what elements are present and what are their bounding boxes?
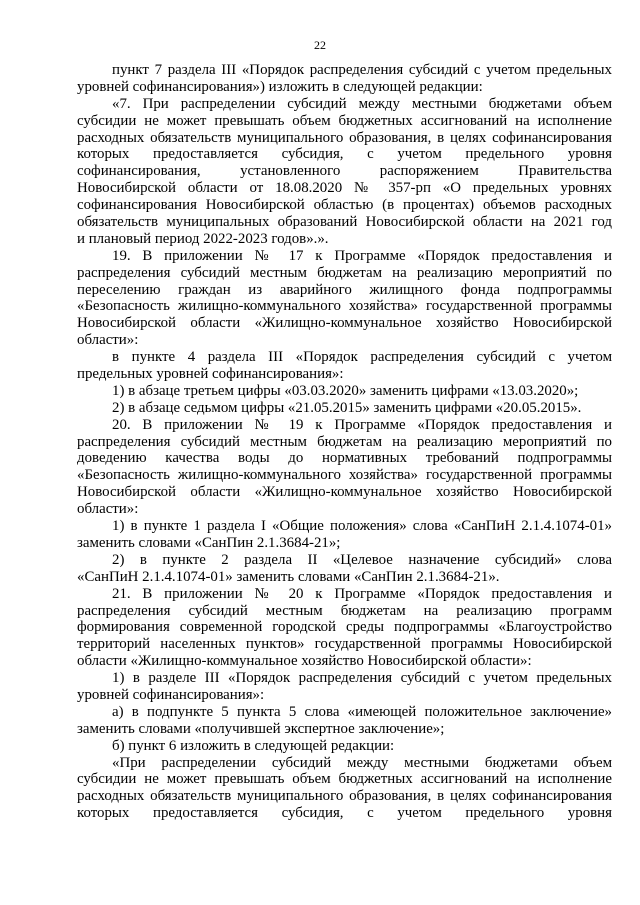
text-line: и плановый период 2022-2023 годов».». bbox=[77, 230, 329, 247]
text-line: 21. В приложении № 20 к Программе «Порядок предоставления и bbox=[112, 585, 612, 602]
text-line: 20. В приложении № 19 к Программе «Порядок предоставления и bbox=[112, 416, 612, 433]
text-line: обязательств муниципальных образований Новосибирской области на 2021 год bbox=[77, 214, 612, 231]
text-line: формирования современной городской среды подпрограммы «Благоустройство bbox=[77, 619, 612, 636]
text-line: области»: bbox=[77, 501, 139, 518]
text-line: софинансирования, установленного распоряжением Правительства bbox=[77, 163, 612, 180]
text-line: в пункте 4 раздела III «Порядок распределения субсидий с учетом bbox=[112, 349, 612, 366]
text-line: 1) в абзаце третьем цифры «03.03.2020» заменить цифрами «13.03.2020»; bbox=[112, 382, 579, 399]
text-line: Новосибирской области от 18.08.2020 № 357-рп «О предельных уровнях bbox=[77, 180, 612, 197]
text-line: 2) в абзаце седьмом цифры «21.05.2015» заменить цифрами «20.05.2015». bbox=[112, 399, 582, 416]
text-line: субсидии не может превышать объем бюджетных ассигнований на исполнение bbox=[77, 112, 612, 129]
text-line: уровней софинансирования»: bbox=[77, 686, 265, 703]
text-line: Новосибирской области «Жилищно-коммунальное хозяйство Новосибирской bbox=[77, 484, 612, 501]
text-line: области «Жилищно-коммунальное хозяйство Новосибирской области»: bbox=[77, 653, 532, 670]
text-line: территорий населенных пунктов» государственной программы Новосибирской bbox=[77, 636, 612, 653]
text-line: «Безопасность жилищно-коммунального хозяйства» государственной программы bbox=[77, 298, 612, 315]
text-line: 19. В приложении № 17 к Программе «Порядок предоставления и bbox=[112, 247, 612, 264]
text-line: заменить словами «СанПин 2.1.3684-21»; bbox=[77, 534, 341, 551]
text-line: софинансирования Новосибирской областью (в процентах) объемов расходных bbox=[77, 197, 612, 214]
text-line: 2) в пункте 2 раздела II «Целевое назначение субсидий» слова bbox=[112, 551, 612, 568]
text-line: заменить словами «получившей экспертное заключение»; bbox=[77, 720, 445, 737]
text-line: 1) в разделе III «Порядок распределения субсидий с учетом предельных bbox=[112, 670, 612, 687]
page-number: 22 bbox=[314, 38, 326, 52]
text-line: переселению граждан из аварийного жилищного фонда подпрограммы bbox=[77, 281, 612, 298]
text-line: б) пункт 6 изложить в следующей редакции: bbox=[112, 737, 395, 754]
text-line: расходных обязательств муниципального образования, в целях софинансирования bbox=[77, 788, 612, 805]
text-line: 1) в пункте 1 раздела I «Общие положения» слова «СанПиН 2.1.4.1074-01» bbox=[112, 518, 612, 535]
text-line: распределения субсидий местным бюджетам на реализацию мероприятий по bbox=[77, 433, 612, 450]
text-line: распределения субсидий местным бюджетам на реализацию мероприятий по bbox=[77, 264, 612, 281]
text-line: которых предоставляется субсидия, с учетом предельного уровня bbox=[77, 146, 612, 163]
text-line: «7. При распределении субсидий между местными бюджетами объем bbox=[112, 95, 612, 112]
text-line: доведению качества воды до нормативных требований подпрограммы bbox=[77, 450, 612, 467]
document-body bbox=[77, 62, 612, 822]
text-line: а) в подпункте 5 пункта 5 слова «имеющей положительное заключение» bbox=[112, 703, 612, 720]
text-line: «Безопасность жилищно-коммунального хозяйства» государственной программы bbox=[77, 467, 612, 484]
text-line: распределения субсидий местным бюджетам на реализацию программ bbox=[77, 602, 612, 619]
text-line: области»: bbox=[77, 332, 139, 349]
text-line: уровней софинансирования») изложить в следующей редакции: bbox=[77, 78, 483, 95]
text-line: предельных уровней софинансирования»: bbox=[77, 366, 344, 383]
text-line: Новосибирской области «Жилищно-коммунальное хозяйство Новосибирской bbox=[77, 315, 612, 332]
text-line: которых предоставляется субсидия, с учетом предельного уровня bbox=[77, 805, 612, 822]
text-line: расходных обязательств муниципального образования, в целях софинансирования bbox=[77, 129, 612, 146]
text-line: субсидии не может превышать объем бюджетных ассигнований на исполнение bbox=[77, 771, 612, 788]
text-line: «При распределении субсидий между местными бюджетами объем bbox=[112, 754, 612, 771]
text-line: пункт 7 раздела III «Порядок распределения субсидий с учетом предельных bbox=[112, 62, 612, 78]
text-line: «СанПиН 2.1.4.1074-01» заменить словами «СанПин 2.1.3684-21». bbox=[77, 568, 500, 585]
